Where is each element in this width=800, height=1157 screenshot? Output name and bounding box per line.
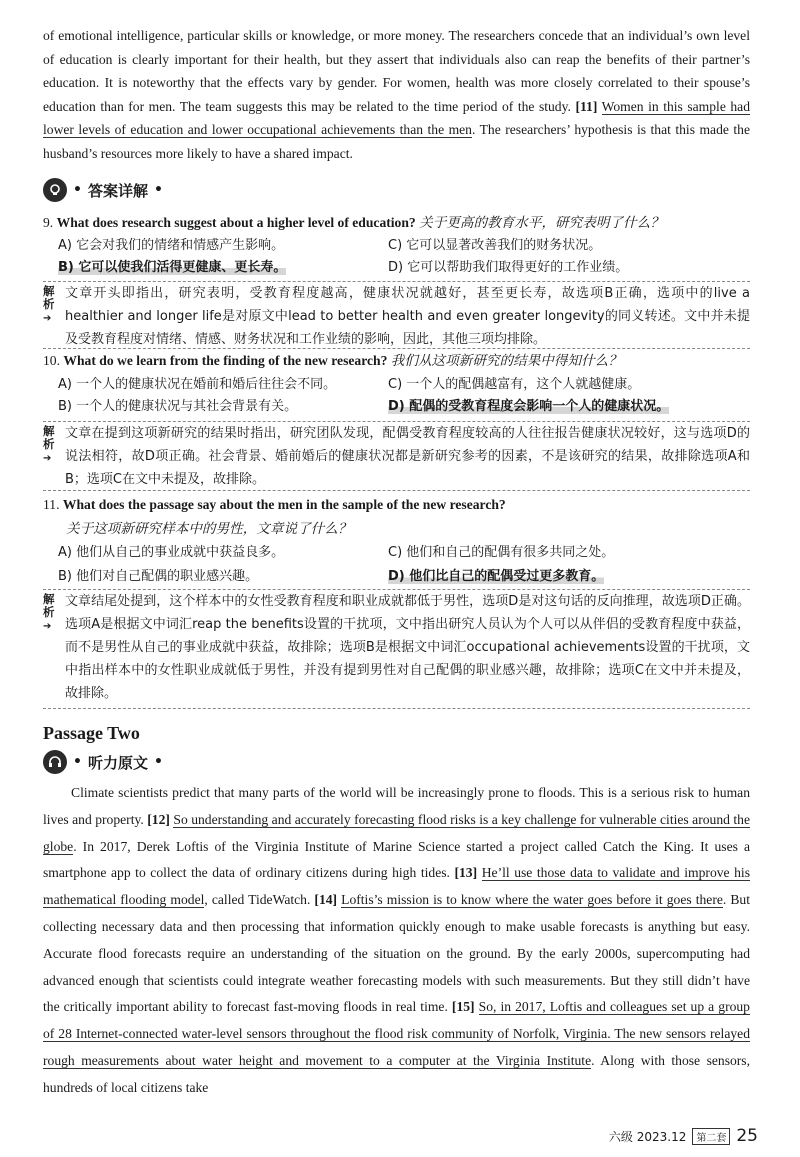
question-11-zh [66,518,746,540]
question-10 [43,350,750,372]
analysis-text: 文章开头即指出，研究表明，受教育程度越高，健康状况就越好，甚至更长寿，故选项B正确，选项中的live a healthier and longer life是对原文中lead to better health and even greater longevity的同义转述。文中并未提及受教育程度对情绪、情感、财务状况和工作业绩的影响，因此，其他三项均排除。 [65,286,750,347]
underlined-answer-text: Loftis’s mission is to know where the water goes before it goes there [341,892,723,908]
bullet-dot: • [153,182,163,198]
section-title: 答案详解 [87,181,148,200]
listening-section-header [43,750,165,774]
option-d-correct: D) 配偶的受教育程度会影响一个人的健康状况。 [388,399,670,414]
analysis-11 [43,589,750,709]
option-a: A) 一个人的健康状况在婚前和婚后往往会不同。 [58,377,337,392]
bullet-dot: • [73,182,82,198]
page-number: 25 [736,1126,758,1146]
question-marker: [14] [314,892,338,908]
bullet-dot: • [153,754,163,770]
option-c: C) 他们和自己的配偶有很多共同之处。 [388,545,615,560]
analysis-tag: 解析➔ [43,592,55,632]
passage-text: . In 2017, Derek Loftis of the Virginia Institute of Marine Science started a project called Catch the King. It uses a smartphone app to collect the data of ordinary citizens during high tides. [43,838,750,881]
analysis-tag: 解析➔ [43,284,55,324]
page-footer [609,1126,758,1146]
question-number: 9. [43,215,54,230]
analysis-9 [43,281,750,349]
question-number: 11. [43,497,60,512]
footer-label: 六级 2023.12 [608,1129,687,1144]
analysis-10 [43,421,750,491]
passage-text: Climate scientists predict that many parts of the world will be increasingly prone to floods. This is a serious risk to human lives and property. [43,785,750,827]
options-11 [58,542,748,588]
option-b-correct: B) 它可以使我们活得更健康、更长寿。 [58,260,287,275]
analysis-text: 文章结尾处提到，这个样本中的女性受教育程度和职业成就都低于男性，选项D是对这句话的反向推理，故选项D正确。选项A是根据文中词汇reap the benefits设置的干扰项，文中指出研究人员认为个人可以从伴侣的受教育程度中获益，而不是男性从自己的事业成就中获益，故排除；选项B是根据文中词汇occupational achievements设置的干扰项，文中指出样本中的女性职业成就低于男性，并没有提到男性对自己配偶的职业感兴趣，故排除；选项C在文中并未提及，故排除。 [65,594,750,701]
question-title: What do we learn from the finding of the new research? [63,353,388,368]
question-marker: [15] [451,999,475,1015]
top-paragraph [43,24,750,166]
question-marker: [12] [147,811,170,827]
section-title: 听力原文 [87,753,148,772]
footer-issue: 第二套 [692,1128,730,1145]
option-c: C) 它可以显著改善我们的财务状况。 [388,238,602,253]
options-9 [58,235,748,279]
option-a: A) 他们从自己的事业成就中获益良多。 [58,545,285,560]
question-title: What does research suggest about a higher level of education? [56,215,416,230]
passage-text: , called TideWatch. [204,892,315,908]
question-marker: [11] [575,98,598,114]
question-title-zh: 我们从这项新研究的结果中得知什么？ [390,353,622,368]
answer-section-header [43,178,165,202]
option-b: B) 一个人的健康状况与其社会背景有关。 [58,399,298,414]
option-d: D) 它可以帮助我们取得更好的工作业绩。 [388,260,629,275]
bullet-dot: • [73,754,82,770]
option-a: A) 它会对我们的情绪和情感产生影响。 [58,238,285,253]
question-title: What does the passage say about the men in the sample of the new research? [62,497,506,512]
lightbulb-icon [43,178,67,202]
option-c: C) 一个人的配偶越富有，这个人就越健康。 [388,377,641,392]
question-title-zh: 关于这项新研究样本中的男性，文章说了什么？ [66,521,352,536]
question-title-zh: 关于更高的教育水平，研究表明了什么？ [419,215,664,230]
options-10 [58,374,748,418]
analysis-text: 文章在提到这项新研究的结果时指出，研究团队发现，配偶受教育程度较高的人往往报告健康状况较好，这与选项D的说法相符，故D项正确。社会背景、婚前婚后的健康状况都是新研究参考的因素，不是该研究的结果，故排除选项A和B；选项C在文中未提及，故排除。 [65,426,750,487]
question-9 [43,212,750,234]
passage-text: . But collecting necessary data and then processing that information quickly enough to make usable forecasts is anything but easy. Accurate flood forecasts require an understanding of the situation on the ground. By the early 2000s, supercomputing had advanced enough that scientists could integrate weather forecasting models with such measurements. But they still didn’t have the critically important ability to forecast fast-moving floods in real time. [43,892,751,1015]
question-marker: [13] [454,865,478,881]
option-d-correct: D) 他们比自己的配偶受过更多教育。 [388,569,605,584]
underlined-answer-text: Women in this sample had lower levels of education and lower occupational achievements than the men [43,98,751,138]
passage-text: . Along with those sensors, hundreds of local citizens take [43,1052,750,1095]
underlined-answer-text: So, in 2017, Loftis and colleagues set up a group of 28 Internet-connected water-level sensors throughout the flood risk community of Norfolk, Virginia. The new sensors relayed rough measurements about water height and movement to a computer at the Virginia Institute [43,999,750,1068]
underlined-answer-text: So understanding and accurately forecasting flood risks is a key challenge for vulnerable cities around the globe [43,811,750,854]
paragraph-text: . The researchers’ hypothesis is that this made the husband’s resources more likely to have a shared impact. [43,122,750,161]
underlined-answer-text: He’ll use those data to validate and improve his mathematical flooding model [43,865,750,908]
paragraph-text: of emotional intelligence, particular skills or knowledge, or more money. The researchers concede that an individual’s own level of education is clearly important for their health, but they assert that individuals also can reap the benefits of their partner’s education. It is noteworthy that the effects vary by gender. For women, health was more closely correlated to their spouse’s education than for men. The team suggests this may be related to the time period of the study. [43,28,750,114]
question-number: 10. [43,353,60,368]
passage-title: Passage Two [43,723,140,743]
passage-two-text [43,780,750,1102]
question-11 [43,494,750,516]
analysis-tag: 解析➔ [43,424,55,464]
option-b: B) 他们对自己配偶的职业感兴趣。 [58,569,259,584]
headphones-icon [43,750,67,774]
